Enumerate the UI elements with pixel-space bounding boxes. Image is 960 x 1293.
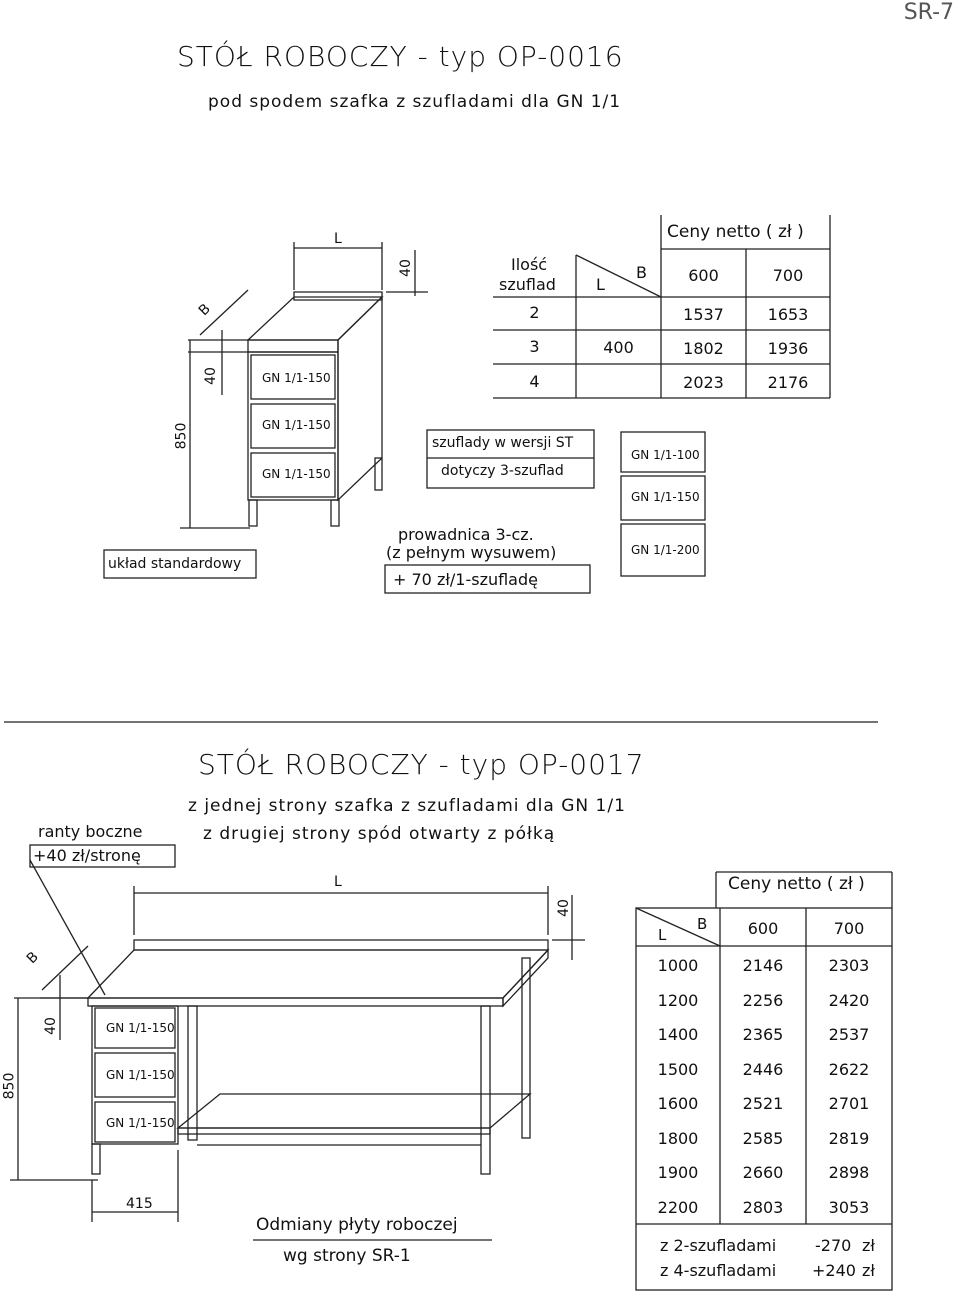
uklad-standardowy-label: układ standardowy (108, 556, 242, 572)
op16-subtitle: pod spodem szafka z szufladami dla GN 1/1 (208, 92, 622, 112)
op17-price-cell: 2303 (828, 956, 870, 975)
op17-row-length: 1200 (657, 990, 699, 1010)
op17-b-700: 700 (833, 919, 865, 938)
op17-subtitle-2: z drugiej strony spód otwarty z półką (203, 824, 556, 844)
op16-price-cell: 2023 (683, 373, 724, 392)
odmiany-plyty-label: Odmiany płyty roboczej (256, 1215, 458, 1235)
op17-drawer-label: GN 1/1-150 (106, 1021, 175, 1035)
op16-L-value: 400 (603, 338, 634, 357)
op17-dim-40-side: 40 (42, 1017, 59, 1035)
op16-drawer-label: GN 1/1-150 (262, 418, 331, 432)
op17-price-cell: 2803 (742, 1197, 784, 1217)
op16-row-count: 4 (529, 372, 540, 391)
prowadnica-price: + 70 zł/1-szufladę (393, 570, 538, 589)
op17-dim-415: 415 (126, 1196, 153, 1212)
op17-row-length: 1600 (657, 1094, 699, 1113)
op17-b-600: 600 (747, 919, 779, 938)
op17-price-cell: 2365 (742, 1025, 784, 1044)
op17-dim-40-top: 40 (555, 899, 572, 917)
op16-drawer-label: GN 1/1-150 (262, 467, 331, 481)
odmiany-ref: wg strony SR-1 (283, 1246, 411, 1266)
prowadnica-line2: (z pełnym wysuwem) (386, 543, 557, 562)
st-note-title: szuflady w wersji ST (432, 435, 574, 451)
op17-price-cell: 2898 (828, 1163, 870, 1182)
op17-col-L: L (658, 926, 667, 944)
op17-price-header: Ceny netto ( zł ) (728, 874, 865, 894)
op17-price-cell: 2819 (828, 1128, 870, 1148)
op17-dim-B: B (23, 948, 42, 968)
op16-price-cell: 2176 (767, 373, 809, 392)
st-note-detail: dotyczy 3-szuflad (441, 463, 564, 479)
op16-b-700: 700 (772, 266, 804, 285)
op16-price-cell: 1936 (767, 339, 809, 358)
op17-price-cell: 2622 (828, 1059, 870, 1079)
page-id: SR-7 (903, 0, 954, 25)
op16-dim-40-side: 40 (202, 367, 219, 385)
op17-extra-unit: zł (862, 1236, 875, 1255)
op17-price-cell: 2585 (742, 1128, 784, 1148)
op16-price-header: Ceny netto ( zł ) (667, 222, 804, 242)
op16-price-cell: 1537 (683, 305, 724, 324)
op16-dim-L: L (334, 231, 342, 247)
op17-extra-value: +240 (812, 1261, 856, 1280)
op16-drawer-label: GN 1/1-150 (262, 371, 331, 385)
gn-option-label: GN 1/1-100 (631, 448, 700, 462)
ranty-boczne-price: +40 zł/stronę (33, 846, 141, 865)
op16-col-L: L (596, 275, 605, 294)
op17-price-cell: 2660 (742, 1163, 784, 1182)
op16-b-600: 600 (688, 266, 719, 285)
op16-col-B: B (636, 263, 647, 282)
op17-extra-label: z 2-szufladami (660, 1236, 777, 1255)
op16-col-ilosc: Ilość (511, 255, 548, 274)
op17-price-cell: 2701 (828, 1094, 870, 1113)
op17-dim-L: L (334, 874, 342, 890)
op17-row-length: 2200 (657, 1197, 699, 1217)
op17-row-length: 1900 (657, 1163, 699, 1182)
op17-price-cell: 2146 (742, 956, 784, 975)
op17-price-cell: 2446 (742, 1059, 784, 1079)
op16-price-cell: 1653 (767, 305, 809, 324)
op16-row-count: 3 (529, 337, 540, 356)
op16-col-szuflad: szuflad (499, 275, 556, 294)
op17-price-cell: 2537 (828, 1025, 870, 1044)
op17-title: STÓŁ ROBOCZY - typ OP-0017 (198, 748, 645, 781)
prowadnica-line1: prowadnica 3-cz. (398, 525, 534, 544)
gn-option-label: GN 1/1-150 (631, 490, 700, 504)
op17-row-length: 1800 (657, 1128, 699, 1148)
op17-row-length: 1000 (657, 956, 699, 975)
op17-table-drawing (10, 845, 585, 1240)
op17-row-length: 1400 (657, 1025, 699, 1044)
op17-price-cell: 3053 (828, 1197, 870, 1217)
op17-price-cell: 2521 (742, 1094, 784, 1113)
op17-drawer-label: GN 1/1-150 (106, 1068, 175, 1082)
op17-row-length: 1500 (657, 1059, 699, 1079)
op16-price-cell: 1802 (683, 339, 724, 358)
op17-drawer-label: GN 1/1-150 (106, 1116, 175, 1130)
op17-col-B: B (697, 915, 708, 933)
op16-row-count: 2 (529, 303, 540, 322)
ranty-boczne-label: ranty boczne (38, 822, 143, 841)
op17-dim-850: 850 (1, 1072, 18, 1100)
op17-price-cell: 2420 (828, 990, 870, 1010)
op16-dim-40-top: 40 (397, 259, 414, 277)
op16-title: STÓŁ ROBOCZY - typ OP-0016 (177, 40, 624, 73)
op17-extra-label: z 4-szufladami (660, 1261, 777, 1280)
op17-extra-value: -270 (815, 1236, 852, 1255)
gn-option-label: GN 1/1-200 (631, 543, 700, 557)
op16-dim-850: 850 (173, 422, 190, 450)
op17-price-cell: 2256 (742, 990, 784, 1010)
op17-extra-unit: zł (862, 1261, 875, 1280)
op17-subtitle-1: z jednej strony szafka z szufladami dla GN 1/1 (188, 796, 626, 816)
op16-dim-B: B (195, 300, 214, 320)
